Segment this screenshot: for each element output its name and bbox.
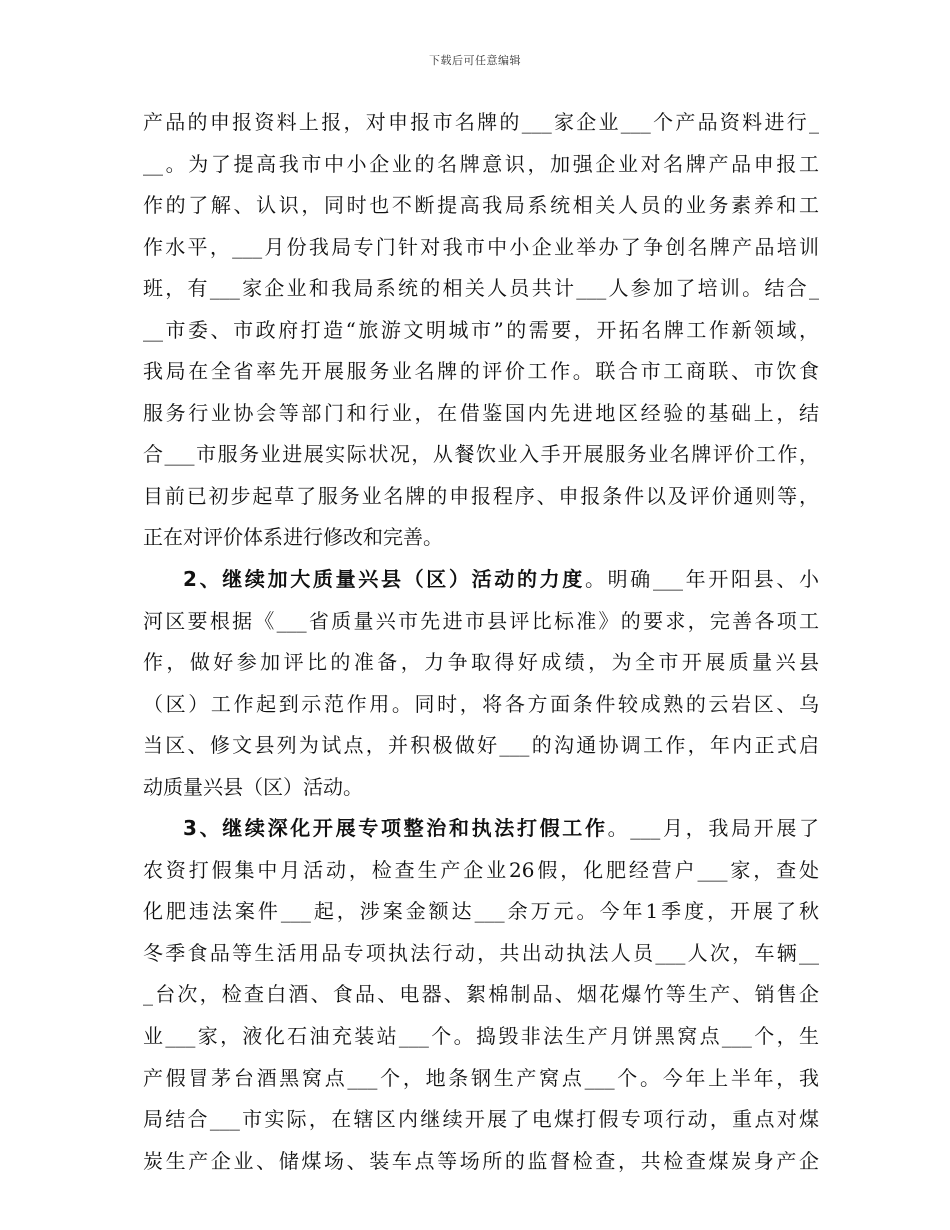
text-line: 服务行业协会等部门和行业，在借鉴国内先进地区经验的基础上，结	[143, 400, 819, 425]
text-line: （区）工作起到示范作用。同时，将各方面条件较成熟的云岩区、乌	[143, 691, 819, 716]
text-line: 班，有___家企业和我局系统的相关人员共计___人参加了培训。结合_	[143, 276, 819, 301]
paragraph-3-first-line-text: 。___月，我局开展了	[607, 816, 819, 841]
paragraph-1	[143, 102, 819, 559]
text-line: 化肥违法案件___起，涉案金额达___余万元。今年1季度，开展了秋	[143, 899, 819, 924]
text-line: _台次，检查白酒、食品、电器、絮棉制品、烟花爆竹等生产、销售企	[143, 982, 819, 1007]
document-body	[143, 102, 819, 1182]
text-line: 冬季食品等生活用品专项执法行动，共出动执法人员___人次，车辆__	[143, 940, 819, 965]
paragraph-3-heading: 3、继续深化开展专项整治和执法打假工作	[183, 816, 608, 841]
paragraph-2-first-line	[143, 559, 819, 601]
text-line: 河区要根据《___省质量兴市先进市县评比标准》的要求，完善各项工	[143, 608, 819, 633]
text-line: 炭生产企业、储煤场、装车点等场所的监督检查，共检查煤炭身产企	[143, 1148, 819, 1173]
text-line: 作水平，___月份我局专门针对我市中小企业举办了争创名牌产品培训	[143, 234, 819, 259]
text-line: 动质量兴县（区）活动。	[143, 774, 363, 799]
text-line: 局结合___市实际，在辖区内继续开展了电煤打假专项行动，重点对煤	[143, 1107, 819, 1132]
text-line: 作，做好参加评比的准备，力争取得好成绩，为全市开展质量兴县	[143, 650, 819, 675]
paragraph-2	[143, 559, 819, 808]
text-line: 产品的申报资料上报，对申报市名牌的___家企业___个产品资料进行_	[143, 110, 819, 134]
text-line: 目前已初步起草了服务业名牌的申报程序、申报条件以及评价通则等，	[143, 483, 819, 508]
text-line: 产假冒茅台酒黑窝点___个，地条钢生产窝点___个。今年上半年，我	[143, 1065, 819, 1090]
paragraph-2-heading: 2、继续加大质量兴县（区）活动的力度	[183, 567, 585, 592]
text-line: 业___家，液化石油充装站___个。捣毁非法生产月饼黑窝点___个，生	[143, 1024, 819, 1049]
paragraph-3	[143, 808, 819, 1182]
text-line: 正在对评价体系进行修改和完善。	[143, 525, 443, 550]
text-line: __。为了提高我市中小企业的名牌意识，加强企业对名牌产品申报工	[143, 151, 819, 176]
paragraph-2-first-line-text: 。明确___年开阳县、小	[584, 567, 819, 592]
text-line: 农资打假集中月活动，检查生产企业26假，化肥经营户___家，查处	[143, 857, 819, 882]
paragraph-3-first-line	[143, 808, 819, 850]
text-line: 我局在全省率先开展服务业名牌的评价工作。联合市工商联、市饮食	[143, 359, 819, 384]
text-line: 作的了解、认识，同时也不断提高我局系统相关人员的业务素养和工	[143, 193, 819, 218]
text-line: 合___市服务业进展实际状况，从餐饮业入手开展服务业名牌评价工作，	[143, 442, 819, 467]
page-header: 下载后可任意编辑	[429, 54, 521, 67]
text-line: 当区、修文县列为试点，并积极做好___的沟通协调工作，年内正式启	[143, 733, 819, 758]
text-line: __市委、市政府打造“旅游文明城市”的需要，开拓名牌工作新领域，	[143, 317, 819, 342]
